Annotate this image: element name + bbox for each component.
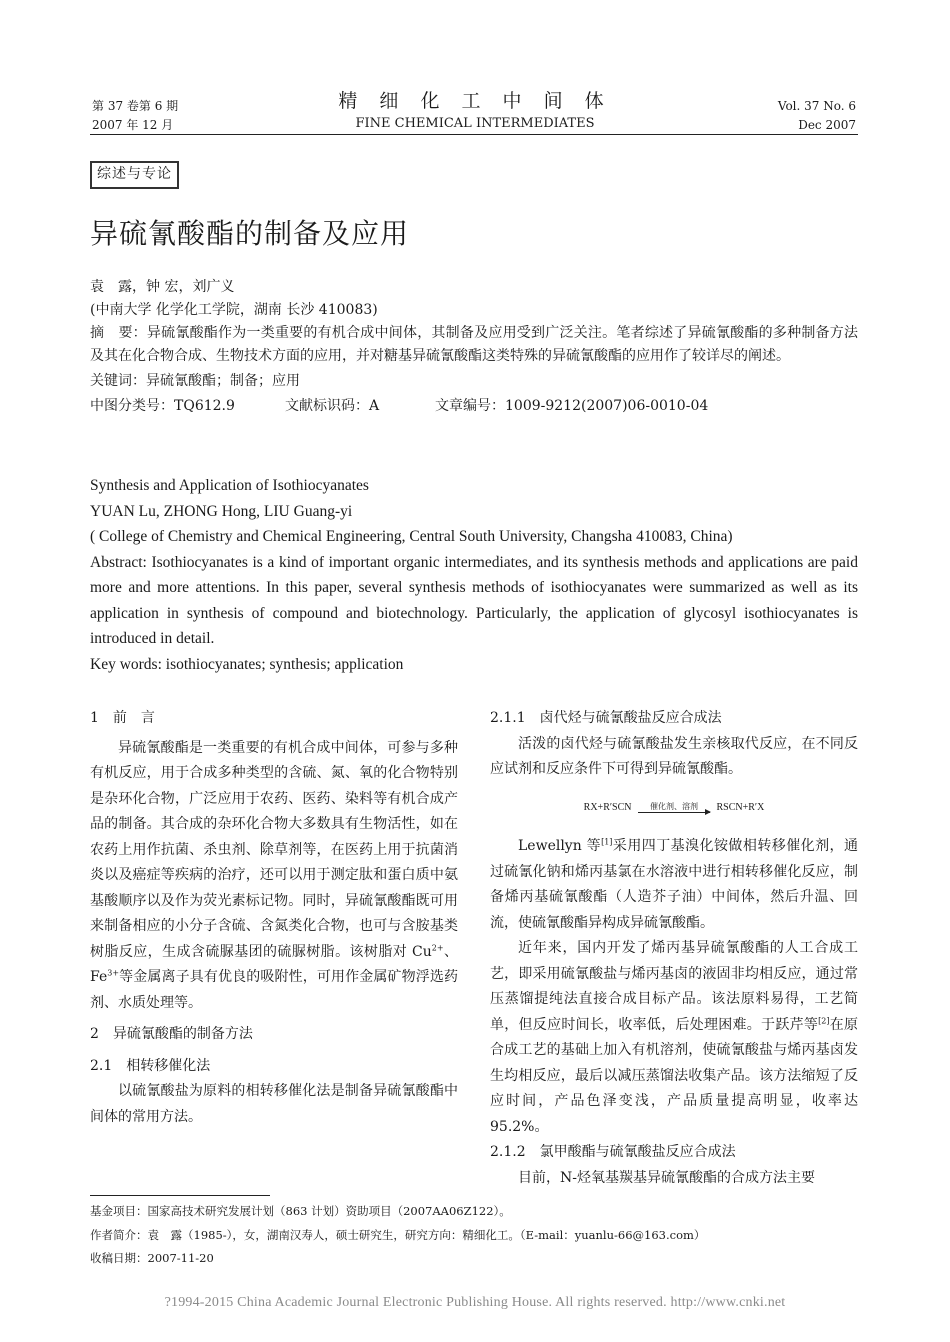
reaction-arrow-icon bbox=[638, 802, 710, 813]
volume-issue-en: Vol. 37 No. 6 bbox=[777, 99, 856, 113]
para-text: 异硫氰酸酯是一类重要的有机合成中间体，可参与多种有机反应，用于合成多种类型的含硫、氮、氧的化合物特别是杂环化合物，广泛应用于农药、医药、染料等有机合成产品的制备。其合成的杂环化合物大多数具有生物活性，如在农药上用作抗菌、杀虫剂、除草剂等，在医药上用于抗菌消炎以及癌症等疾病的治疗，还可以用于测定肽和蛋白质中氨基酸顺序以及作为荧光素标记物。同时，异硫氰酸酯既可用来制备相应的小分子含硫、含氮类化合物，也可与含胺基类树脂反应，生成含硫脲基团的硫脲树脂。该树脂对 Cu bbox=[90, 739, 458, 960]
para-text: 采用四丁基溴化铵做相转移催化剂，通过硫氰化钠和烯丙基氯在水溶液中进行相转移催化反应，制备烯丙基硫氰酸酯（人造芥子油）中间体，然后升温、回流，使硫氰酸酯异构成异硫氰酸酯。 bbox=[490, 838, 858, 931]
superscript: 2+ bbox=[431, 942, 444, 952]
footnote-author: 作者简介：袁 露（1985-），女，湖南汉寿人，硕士研究生，研究方向：精细化工。（E-mail：yuanlu-66@163.com） bbox=[90, 1227, 706, 1242]
meta-cn bbox=[90, 276, 858, 418]
journal-name-en: FINE CHEMICAL INTERMEDIATES bbox=[355, 116, 595, 131]
header-rule bbox=[90, 134, 858, 135]
superscript: 3+ bbox=[107, 968, 120, 978]
para-text: 等金属离子具有优良的吸附性，可用作金属矿物浮选药剂、水质处理等。 bbox=[90, 969, 458, 1011]
volume-issue: 第 37 卷第 6 期 bbox=[92, 99, 179, 113]
para-text: Lewellyn 等 bbox=[518, 838, 602, 854]
authors-cn: 袁 露，钟 宏，刘广义 bbox=[90, 279, 235, 295]
paragraph-ptc: 以硫氰酸盐为原料的相转移催化法是制备异硫氰酸酯中间体的常用方法。 bbox=[90, 1083, 458, 1125]
header-left bbox=[92, 97, 178, 135]
abstract-en: Abstract: Isothiocyanates is a kind of important organic intermediates, and its synthesis methods and applications are paid more and more attentions. In this paper, several synthesis methods of isothiocyanates were summarized as well as its application in synthesis of compound and biotechnology. Particularly, the application of glycosyl isothiocyanates is introduced in detail. bbox=[90, 553, 858, 647]
equation-reactants: RX+R′SCN bbox=[583, 801, 632, 813]
abstract-cn: 摘 要：异硫氰酸酯作为一类重要的有机合成中间体，其制备及应用受到广泛关注。笔者综述了异硫氰酸酯的多种制备方法及其在化合物合成、生物技术方面的应用，并对糖基异硫氰酸酯这类特殊的异硫氰酸酯的应用作了较详尽的阐述。 bbox=[90, 325, 858, 364]
keywords-en: Key words: isothiocyanates; synthesis; application bbox=[90, 655, 404, 673]
article-number: 文章编号：1009-9212(2007)06-0010-04 bbox=[435, 398, 709, 414]
reference-marker: [2] bbox=[818, 1015, 830, 1025]
heading-ptc: 2.1 相转移催化法 bbox=[90, 1057, 211, 1074]
paragraph-lewellyn bbox=[490, 834, 858, 936]
reaction-equation bbox=[490, 795, 858, 821]
reference-marker: [1] bbox=[601, 837, 613, 847]
affiliation-en: ( College of Chemistry and Chemical Engineering, Central South University, Changsha 410083, China) bbox=[90, 528, 733, 545]
heading-halide-method: 2.1.1 卤代烃与硫氰酸盐反应合成法 bbox=[490, 710, 722, 726]
article-title: 异硫氰酸酯的制备及应用 bbox=[90, 217, 410, 250]
doc-code: 文献标识码：A bbox=[285, 398, 380, 414]
footnote-fund: 基金项目：国家高技术研究发展计划（863 计划）资助项目（2007AA06Z122）。 bbox=[90, 1204, 511, 1218]
heading-introduction: 1 前 言 bbox=[90, 710, 155, 726]
publication-date: 2007 年 12 月 bbox=[92, 118, 174, 132]
authors-en: YUAN Lu, ZHONG Hong, LIU Guang-yi bbox=[90, 502, 353, 520]
column-left bbox=[90, 706, 458, 1130]
clc-number: 中图分类号：TQ612.9 bbox=[90, 398, 235, 414]
footnote-rule bbox=[90, 1195, 270, 1196]
journal-name bbox=[300, 89, 650, 133]
header-right bbox=[778, 97, 856, 135]
arrow-condition: 催化剂、溶剂 bbox=[650, 801, 698, 811]
meta-en bbox=[90, 473, 858, 677]
paragraph-introduction bbox=[90, 736, 458, 1017]
paragraph-halide: 活泼的卤代烃与硫氰酸盐发生亲核取代反应，在不同反应试剂和反应条件下可得到异硫氰酸酯。 bbox=[490, 735, 858, 777]
column-right bbox=[490, 706, 858, 1191]
paragraph-domestic bbox=[490, 936, 858, 1140]
journal-name-cn: 精 细 化 工 中 间 体 bbox=[338, 90, 612, 112]
para-text: 、Fe bbox=[90, 943, 458, 985]
keywords-cn: 关键词：异硫氰酸酯；制备；应用 bbox=[90, 373, 300, 389]
para-text: 近年来，国内开发了烯丙基异硫氰酸酯的人工合成工艺，即采用硫氰酸盐与烯丙基卤的液固非均相反应，通过常压蒸馏提纯法直接合成目标产品。该法原料易得，工艺简单，但反应时间长，收率低，后处理困难。于跃芹等 bbox=[490, 940, 858, 1033]
paragraph-chloroformate: 目前，N-烃氧基羰基异硫氰酸酯的合成方法主要 bbox=[518, 1169, 815, 1186]
title-en: Synthesis and Application of Isothiocyanates bbox=[90, 477, 369, 494]
affiliation-cn: (中南大学 化学化工学院，湖南 长沙 410083) bbox=[90, 302, 378, 318]
equation-products: RSCN+R′X bbox=[716, 801, 765, 813]
publication-date-en: Dec 2007 bbox=[798, 118, 856, 132]
heading-chloroformate: 2.1.2 氯甲酸酯与硫氰酸盐反应合成法 bbox=[490, 1144, 736, 1160]
classification-row bbox=[90, 395, 858, 418]
footnote-received: 收稿日期：2007-11-20 bbox=[90, 1251, 214, 1265]
copyright-notice: ?1994-2015 China Academic Journal Electronic Publishing House. All rights reserved. http://www.cnki.net bbox=[164, 1295, 786, 1310]
heading-methods: 2 异硫氰酸酯的制备方法 bbox=[90, 1026, 253, 1042]
footnotes bbox=[90, 1200, 870, 1271]
arrow-line bbox=[638, 812, 710, 813]
para-text: 在原合成工艺的基础上加入有机溶剂，使硫氰酸盐与烯丙基卤发生均相反应，最后以减压蒸馏法收集产品。该方法缩短了反应时间，产品色泽变浅，产品质量提高明显，收率达 95.2%。 bbox=[490, 1016, 859, 1135]
section-label: 综述与专论 bbox=[90, 161, 179, 189]
